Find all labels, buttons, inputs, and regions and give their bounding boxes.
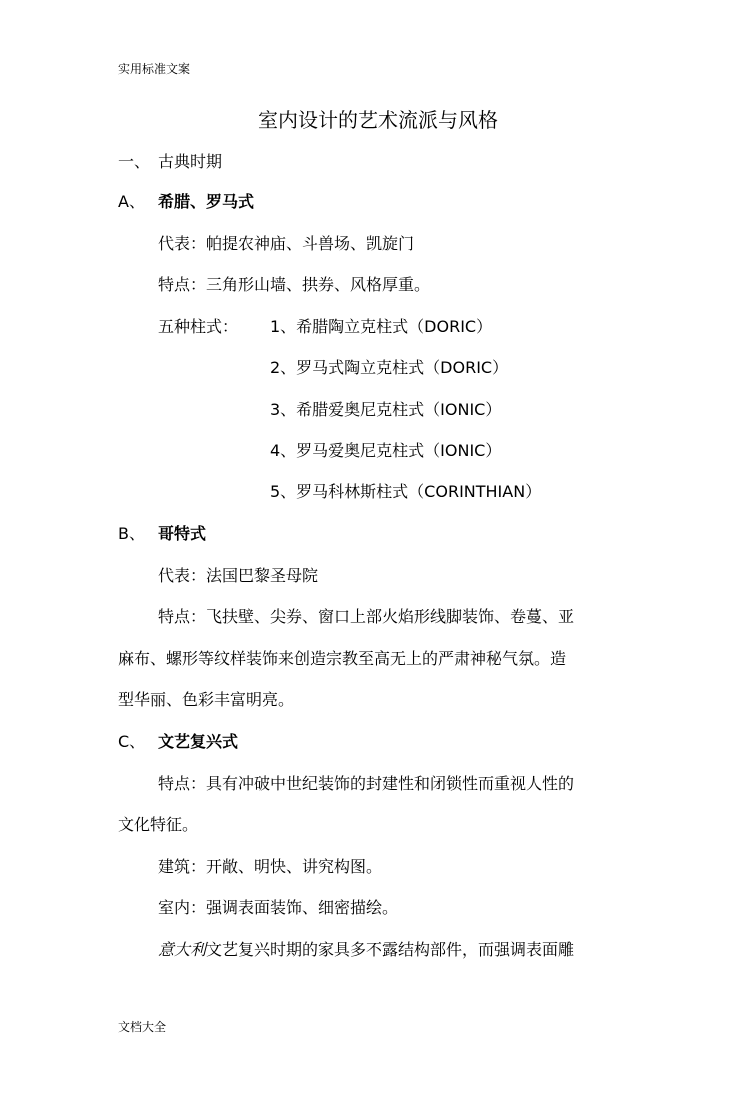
- b-features-line: 麻布、螺形等纹样装饰来创造宗教至高无上的严肃神秘气氛。造: [118, 649, 567, 668]
- subsection-marker: C、: [118, 732, 146, 751]
- a-features: 特点：三角形山墙、拱券、风格厚重。: [158, 275, 431, 294]
- b-features-line: 特点：飞扶壁、尖券、窗口上部火焰形线脚装饰、卷蔓、亚: [158, 607, 575, 626]
- subsection-label: 哥特式: [158, 524, 207, 543]
- column-order-item: 5、罗马科林斯柱式（CORINTHIAN）: [270, 482, 542, 501]
- subsection-marker: B、: [118, 524, 145, 543]
- a-columns-label: 五种柱式：: [158, 317, 239, 336]
- subsection-b: [118, 524, 206, 544]
- b-features-line: 型华丽、色彩丰富明亮。: [118, 690, 295, 709]
- subsection-c: [118, 732, 238, 752]
- section-classical: [118, 152, 222, 172]
- c-architecture: 建筑：开敞、明快、讲究构图。: [158, 857, 383, 876]
- c-italy-line: [158, 940, 574, 960]
- subsection-label: 文艺复兴式: [158, 732, 239, 751]
- page-header: 实用标准文案: [118, 62, 191, 76]
- section-label: 古典时期: [158, 152, 223, 171]
- column-order-item: 3、希腊爱奥尼克柱式（IONIC）: [270, 400, 502, 419]
- page-footer: 文档大全: [118, 1020, 167, 1034]
- c-features-line: 特点：具有冲破中世纪装饰的封建性和闭锁性而重视人性的: [158, 774, 575, 793]
- subsection-marker: A、: [118, 192, 145, 211]
- column-order-item: 4、罗马爱奥尼克柱式（IONIC）: [270, 441, 502, 460]
- c-interior: 室内：强调表面装饰、细密描绘。: [158, 898, 399, 917]
- a-representative: 代表：帕提农神庙、斗兽场、凯旋门: [158, 234, 415, 253]
- italy-term: 意大利: [158, 940, 207, 959]
- document-title: 室内设计的艺术流派与风格: [258, 108, 498, 132]
- italy-text: 文艺复兴时期的家具多不露结构部件，而强调表面雕: [206, 940, 575, 959]
- section-marker: 一、: [118, 152, 151, 171]
- column-order-item: 1、希腊陶立克柱式（DORIC）: [270, 317, 493, 336]
- c-features-line: 文化特征。: [118, 815, 199, 834]
- column-order-item: 2、罗马式陶立克柱式（DORIC）: [270, 358, 509, 377]
- b-representative: 代表：法国巴黎圣母院: [158, 566, 319, 585]
- subsection-label: 希腊、罗马式: [158, 192, 255, 211]
- subsection-a: [118, 192, 254, 212]
